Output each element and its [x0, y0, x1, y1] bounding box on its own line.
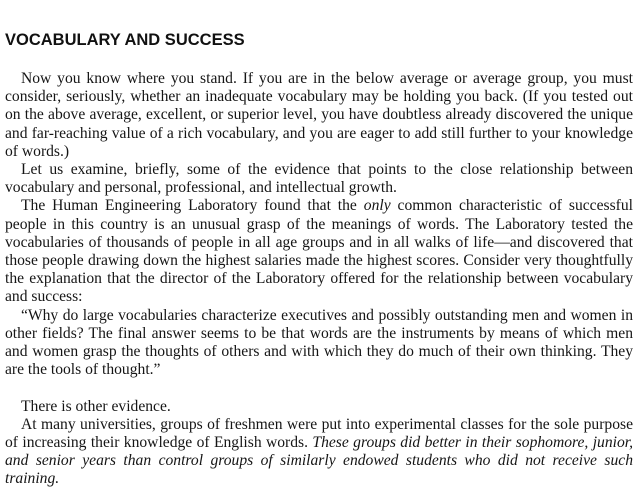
paragraph-current-standing: Now you know where you stand. If you are in the below average or average group, you must consider, seriously, whether an inadequate vocabulary may be holding you back. (If you tested out on the above average, excellent, or superior level, you have doubtless already discovered the unique and far-reaching value of a rich vocabulary, and you are eager to add still further to your knowledge of words.)	[5, 70, 633, 160]
section-heading: VOCABULARY AND SUCCESS	[5, 31, 245, 49]
paragraph-university-study	[5, 416, 633, 489]
emphasized-text: only	[363, 197, 391, 215]
paragraph-text: common characteristic of successful people in this country is an unusual grasp of the meanings of words. The Laboratory tested the vocabularies of thousands of people in all age groups and in all walks of life—and discovered that those people drawing down the highest salaries made the highest scores. Consider very thoughtfully the explanation that the director of the Laboratory offered for the relationship between vocabulary and success:	[5, 197, 633, 306]
paragraph-text: The Human Engineering Laboratory found that the	[21, 197, 364, 215]
body-text	[5, 70, 633, 489]
paragraph-evidence-intro: Let us examine, briefly, some of the evidence that points to the close relationship between vocabulary and personal, professional, and intellectual growth.	[5, 161, 633, 197]
paragraph-director-quote: “Why do large vocabularies characterize executives and possibly outstanding men and women in other fields? The final answer seems to be that words are the instruments by means of which men and women grasp the thoughts of others and with which they do much of their own thinking. They are the tools of thought.”	[5, 306, 633, 379]
emphasized-text: These groups did better in their sophomore, junior, and senior years than control groups of similarly endowed students who did not receive such training.	[5, 434, 634, 488]
paragraph-text: At many universities, groups of freshmen were put into experimental classes for the sole purpose of increasing their knowledge of English words.	[5, 415, 633, 452]
paragraph-other-evidence: There is other evidence.	[21, 397, 171, 415]
paragraph-laboratory-findings	[5, 197, 633, 306]
